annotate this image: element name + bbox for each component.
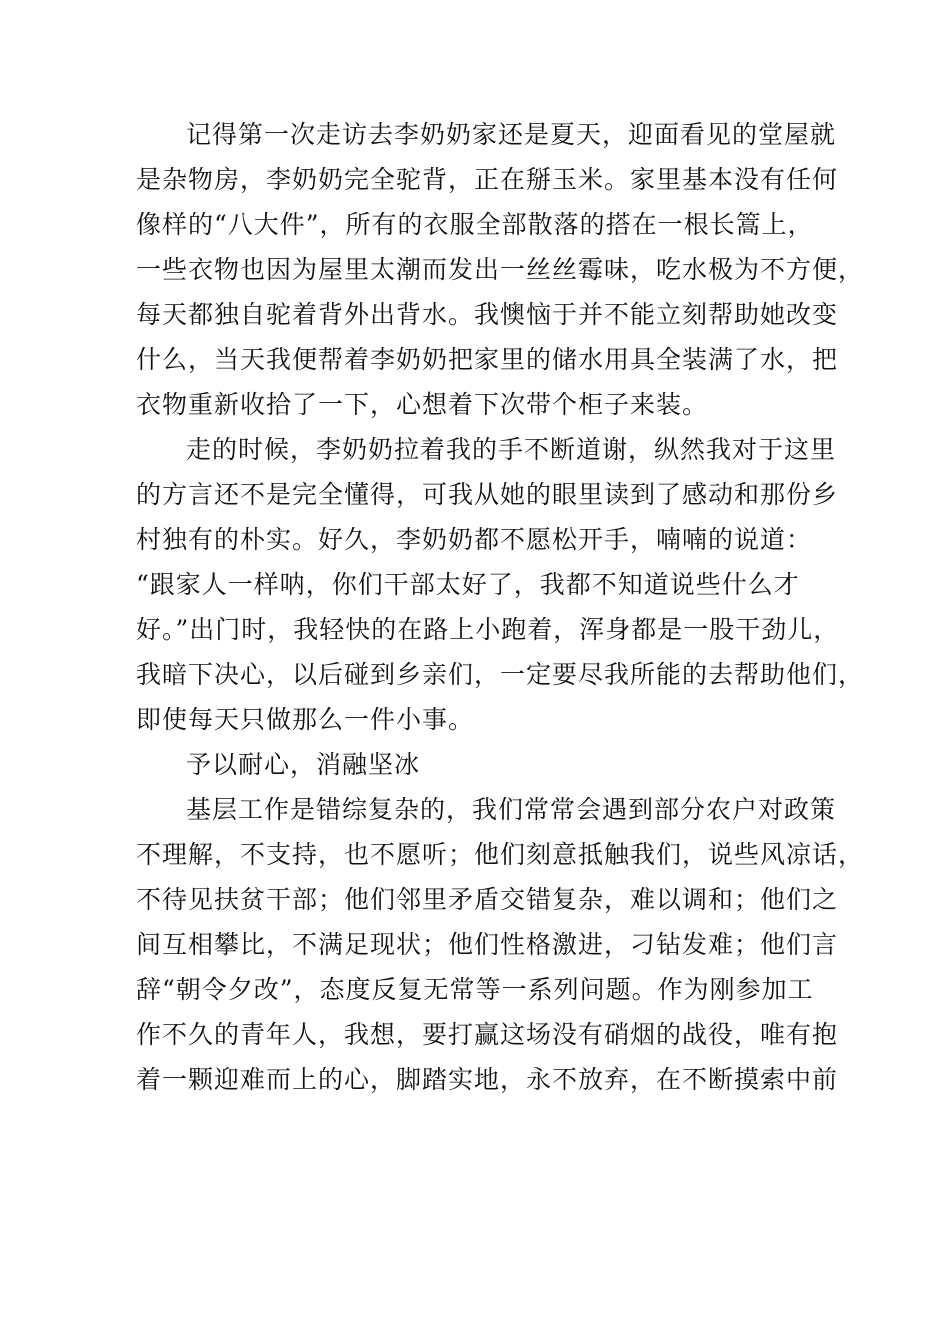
text-line: 好。”出门时，我轻快的在路上小跑着，浑身都是一股干劲儿， — [136, 615, 840, 644]
text-line: 不理解，不支持，也不愿听；他们刻意抵触我们，说些风凉话， — [136, 840, 865, 869]
text-line: 每天都独自驼着背外出背水。我懊恼于并不能立刻帮助她改变 — [136, 300, 839, 329]
text-line: 走的时候，李奶奶拉着我的手不断道谢，纵然我对于这里 — [186, 435, 837, 464]
text-line: 即使每天只做那么一件小事。 — [136, 705, 475, 734]
text-line: 作不久的青年人，我想，要打赢这场没有硝烟的战役，唯有抱 — [136, 1020, 839, 1049]
section-heading: 予以耐心，消融坚冰 — [186, 750, 421, 779]
text-line: 村独有的朴实。好久，李奶奶都不愿松开手，喃喃的说道： — [136, 525, 813, 554]
text-line: 记得第一次走访去李奶奶家还是夏天，迎面看见的堂屋就 — [186, 120, 837, 149]
text-line: 不待见扶贫干部；他们邻里矛盾交错复杂，难以调和；他们之 — [136, 885, 839, 914]
text-line: 什么，当天我便帮着李奶奶把家里的储水用具全装满了水，把 — [136, 345, 839, 374]
text-line: 一些衣物也因为屋里太潮而发出一丝丝霉味，吃水极为不方便， — [136, 255, 865, 284]
text-line: 像样的“八大件”，所有的衣服全部散落的搭在一根长篙上， — [136, 210, 814, 239]
text-line: 衣物重新收拾了一下，心想着下次带个柜子来装。 — [136, 390, 709, 419]
text-line: 是杂物房，李奶奶完全驼背，正在掰玉米。家里基本没有任何 — [136, 165, 839, 194]
text-line: “跟家人一样呐，你们干部太好了，我都不知道说些什么才 — [136, 570, 800, 599]
text-line: 辞“朝令夕改”，态度反复无常等一系列问题。作为刚参加工 — [136, 975, 814, 1004]
text-line: 的方言还不是完全懂得，可我从她的眼里读到了感动和那份乡 — [136, 480, 839, 509]
text-line: 间互相攀比，不满足现状；他们性格激进，刁钻发难；他们言 — [136, 930, 839, 959]
text-line: 基层工作是错综复杂的，我们常常会遇到部分农户对政策 — [186, 795, 837, 824]
text-line: 着一颗迎难而上的心，脚踏实地，永不放弃，在不断摸索中前 — [136, 1065, 839, 1094]
body-text — [136, 112, 865, 1102]
text-line: 我暗下决心，以后碰到乡亲们，一定要尽我所能的去帮助他们， — [136, 660, 865, 689]
